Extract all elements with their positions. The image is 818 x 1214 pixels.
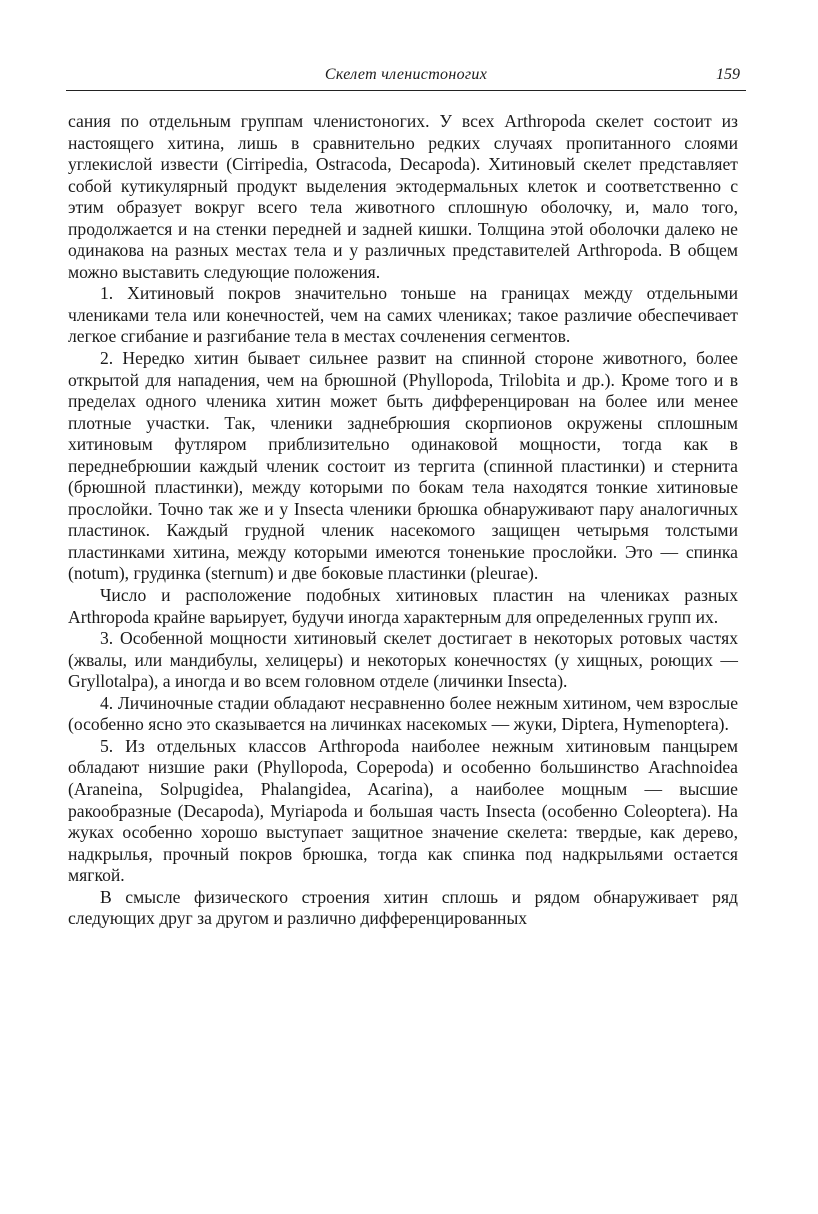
- paragraph: 3. Особенной мощности хитиновый скелет достигает в некоторых ротовых частях (жвалы, или мандибулы, хелицеры) и некоторых конечностях (у хищных, роющих — Gryllotalpa), а иногда и во всем головном отделе (личинки Insecta).: [68, 628, 738, 692]
- page-number: 159: [716, 66, 740, 83]
- paragraph: Число и расположение подобных хитиновых пластин на члениках разных Arthropoda крайне варьирует, будучи иногда характерным для определенных групп их.: [68, 585, 738, 627]
- paragraph: 4. Личиночные стадии обладают несравненно более нежным хитином, чем взрослые (особенно ясно это сказывается на личинках насекомых — жуки, Diptera, Hymenoptera).: [68, 692, 738, 735]
- paragraph: 5. Из отдельных классов Arthropoda наиболее нежным хитиновым панцырем обладают низшие раки (Phyllopoda, Copepoda) и особенно большинство Arachnoidea (Araneina, Solpugidea, Phalangidea, Acarina), а наиболее мощным — высшие ракообразные (Decapoda), Myriapoda и большая часть Insecta (особенно Coleoptera). На жуках особенно хорошо выступает защитное значение скелета: твердые, как дерево, надкрылья, прочный покров брюшка, тогда как спинка под надкрыльями остается мягкой.: [68, 735, 738, 886]
- body-text: [68, 111, 738, 930]
- paragraph: В смысле физического строения хитин сплошь и рядом обнаруживает ряд следующих друг за другом и различно дифференцированных: [68, 886, 738, 929]
- paragraph: 2. Нередко хитин бывает сильнее развит на спинной стороне животного, более открытой для нападения, чем на брюшной (Phyllopoda, Trilobita и др.). Кроме того и в пределах одного членика хитин может быть дифференцирован на более или менее плотные участки. Так, членики заднебрюшия скорпионов окружены сплошным хитиновым футляром приблизительно одинаковой мощности, тогда как в переднебрюшии каждый членик состоит из тергита (спинной пластинки) и стернита (брюшной пластинки), между которыми по бокам тела находятся тонкие хитиновые прослойки. Точно так же и у Insecta членики брюшка обнаруживают пару аналогичных пластинок. Каждый грудной членик насекомого защищен четырьмя толстыми пластинками хитина, между которыми имеются тоненькие прослойки. Это — спинка (notum), грудинка (sternum) и две боковые пластинки (pleurae).: [68, 348, 738, 584]
- page-header: [66, 66, 746, 91]
- paragraph: сания по отдельным группам членистоногих. У всех Arthropoda скелет состоит из настоящего хитина, лишь в сравнительно редких случаях пропитанного слоями углекислой извести (Cirripedia, Ostracoda, Decapoda). Хитиновый скелет представляет собой кутикулярный продукт выделения эктодермальных клеток и соответственно с этим образует вокруг всего тела животного сплошную оболочку, и, мало того, продолжается и на стенки передней и задней кишки. Толщина этой оболочки далеко не одинакова на разных местах тела и у различных представителей Arthropoda. В общем можно выставить следующие положения.: [68, 111, 738, 282]
- running-head: Скелет членистоногих: [324, 66, 488, 83]
- paragraph: 1. Хитиновый покров значительно тоньше на границах между отдельными члениками тела или конечностей, чем на самих члениках; такое различие обеспечивает легкое сгибание и разгибание тела в местах сочленения сегментов.: [68, 283, 738, 347]
